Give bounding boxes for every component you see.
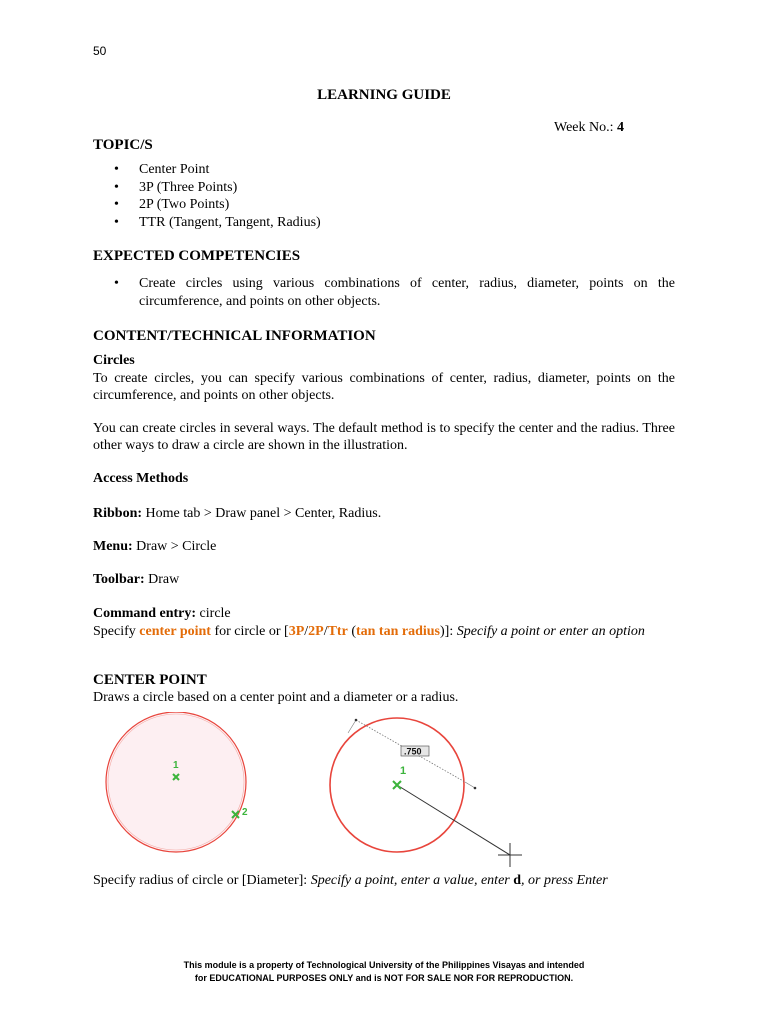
option-paren-open: ( [347, 624, 356, 639]
center-point-figure-1 [100, 712, 255, 862]
week-value: 4 [617, 120, 625, 135]
list-item: • 2P (Two Points) [93, 196, 675, 214]
competencies-list [93, 275, 675, 310]
list-item: • TTR (Tangent, Tangent, Radius) [93, 214, 675, 232]
option-2p: 2P [308, 624, 324, 639]
point-label-2: 2 [242, 807, 248, 818]
crosshair-cursor-icon [498, 843, 522, 867]
extension-line [465, 782, 475, 788]
dimension-endpoint [474, 787, 477, 790]
menu-label: Menu: [93, 539, 133, 554]
ribbon-line [93, 505, 381, 522]
ribbon-label: Ribbon: [93, 506, 143, 521]
option-separator: / [323, 624, 328, 639]
center-point-heading: CENTER POINT [93, 672, 207, 688]
toolbar-line [93, 571, 179, 588]
radius-prompt-instruction: Specify a point, enter a value, enter [310, 873, 514, 888]
option-tan-tan-radius: tan tan radius [355, 624, 441, 639]
radius-prompt-line [93, 872, 608, 889]
specify-prefix: Specify [93, 624, 140, 639]
page-title: LEARNING GUIDE [317, 87, 451, 103]
toolbar-text: Draw [144, 572, 180, 587]
toolbar-label: Toolbar: [93, 572, 145, 587]
circle-shape [106, 712, 246, 852]
option-separator: / [304, 624, 309, 639]
command-entry-label: Command entry: [93, 606, 197, 621]
content-heading: CONTENT/TECHNICAL INFORMATION [93, 328, 376, 344]
dimension-value: .750 [404, 746, 422, 757]
option-paren-close: )]: [440, 624, 457, 639]
point-label-1: 1 [400, 765, 407, 777]
command-entry-text: circle [196, 606, 231, 621]
footer-line-2: for EDUCATIONAL PURPOSES ONLY and is NOT FOR SALE NOR FOR REPRODUCTION. [194, 973, 574, 983]
dimension-endpoint [355, 719, 358, 722]
week-number [554, 120, 624, 136]
point-label-1: 1 [173, 760, 179, 771]
option-3p: 3P [288, 624, 305, 639]
topics-list [93, 161, 675, 231]
center-point-figure-2 [320, 712, 530, 870]
specify-instruction: Specify a point or enter an option [456, 624, 645, 639]
page-number: 50 [93, 44, 107, 58]
center-point-description: Draws a circle based on a center point and a diameter or a radius. [93, 690, 459, 705]
list-item: • Center Point [93, 161, 675, 179]
circles-heading: Circles [93, 353, 135, 368]
footer-line-1: This module is a property of Technological University of the Philippines Visayas and intended [183, 960, 585, 970]
command-entry-line [93, 605, 231, 622]
ribbon-text: Home tab > Draw panel > Center, Radius. [142, 506, 382, 521]
option-ttr: Ttr [327, 624, 348, 639]
circles-paragraph-2: You can create circles in several ways. The default method is to specify the center and the radius. Three other ways to draw a circle are shown in the illustration. [93, 421, 675, 453]
radius-prompt-instruction-end: , or press Enter [521, 873, 608, 888]
menu-text: Draw > Circle [132, 539, 217, 554]
competencies-heading: EXPECTED COMPETENCIES [93, 248, 301, 264]
center-point-keyword: center point [139, 624, 211, 639]
specify-center-line [93, 622, 675, 641]
week-label: Week No.: [554, 120, 618, 135]
list-item: • 3P (Three Points) [93, 179, 675, 197]
footer-notice [0, 959, 768, 985]
access-methods-heading: Access Methods [93, 471, 189, 486]
extension-line [348, 720, 356, 733]
radius-prompt-option: d [513, 873, 522, 888]
topics-heading: TOPIC/S [93, 137, 153, 153]
circles-paragraph-1: To create circles, you can specify various combinations of center, radius, diameter, points on the circumference, and points on other objects. [93, 371, 675, 403]
menu-line [93, 538, 216, 555]
radius-prompt-prefix: Specify radius of circle or [Diameter]: [93, 873, 311, 888]
list-item: • Create circles using various combinations of center, radius, diameter, points on the circumference, and points on other objects. [93, 275, 675, 310]
specify-mid: for circle or [ [210, 624, 289, 639]
